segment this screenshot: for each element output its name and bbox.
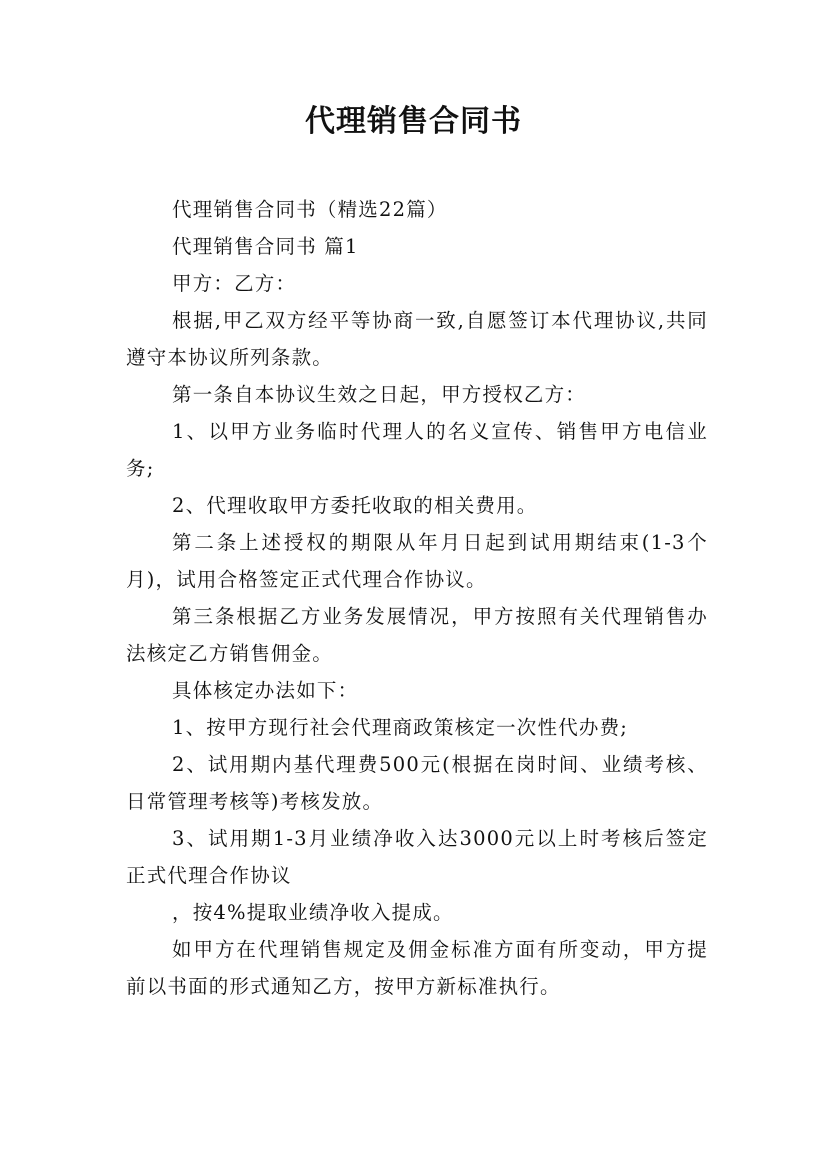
paragraph-method-item-1: 1、按甲方现行社会代理商政策核定一次性代办费; <box>172 716 629 739</box>
paragraph-article-1-item-2: 2、代理收取甲方委托收取的相关费用。 <box>172 494 538 517</box>
paragraph-preamble: 根据,甲乙双方经平等协商一致,自愿签订本代理协议,共同遵守本协议所列条款。 <box>126 309 708 369</box>
paragraph-article-1-item-1: 1、以甲方业务临时代理人的名义宣传、销售甲方电信业务; <box>126 420 708 480</box>
paragraph-method-heading: 具体核定办法如下： <box>172 679 359 702</box>
document-title: 代理销售合同书 <box>305 104 522 139</box>
paragraph-subtitle: 代理销售合同书（精选22篇） <box>172 198 448 221</box>
paragraph-changes-notice: 如甲方在代理销售规定及佣金标准方面有所变动，甲方提前以书面的形式通知乙方，按甲方新标准执行。 <box>126 938 708 998</box>
paragraph-article-1: 第一条自本协议生效之日起，甲方授权乙方： <box>172 383 587 406</box>
document-body <box>126 191 708 1005</box>
paragraph-parties: 甲方：乙方： <box>172 272 297 295</box>
paragraph-method-item-3-continued: ，按4%提取业绩净收入提成。 <box>172 901 454 924</box>
paragraph-article-2: 第二条上述授权的期限从年月日起到试用期结束(1-3个月)，试用合格签定正式代理合作协议。 <box>126 531 708 591</box>
paragraph-method-item-3: 3、试用期1-3月业绩净收入达3000元以上时考核后签定正式代理合作协议 <box>126 827 708 887</box>
paragraph-method-item-2: 2、试用期内基代理费500元(根据在岗时间、业绩考核、日常管理考核等)考核发放。 <box>126 753 708 813</box>
paragraph-article-3: 第三条根据乙方业务发展情况，甲方按照有关代理销售办法核定乙方销售佣金。 <box>126 605 708 665</box>
paragraph-section-heading: 代理销售合同书 篇1 <box>172 235 359 258</box>
